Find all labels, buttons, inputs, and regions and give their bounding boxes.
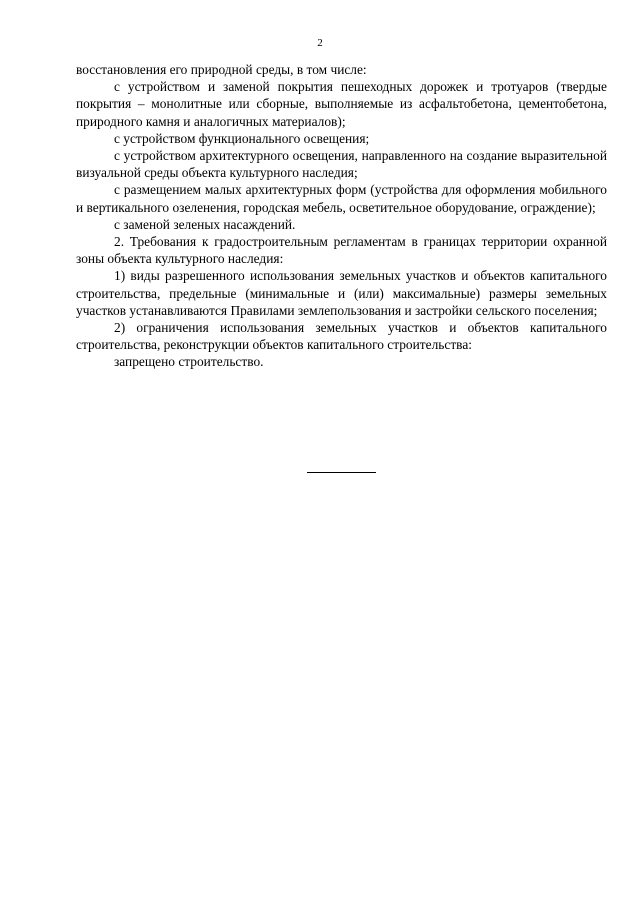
- document-body: [76, 61, 607, 371]
- paragraph-continuation: восстановления его природной среды, в том числе:: [76, 62, 367, 77]
- paragraph-functional-lighting: с устройством функционального освещения;: [114, 130, 370, 146]
- paragraph-pavement: с устройством и заменой покрытия пешеходных дорожек и тротуаров (твердые покрытия – монолитные или сборные, выполняемые из асфальтобетона, цементобетона, природного камня и аналогичных материалов);: [76, 79, 607, 129]
- paragraph-construction-prohibited: запрещено строительство.: [114, 354, 264, 370]
- paragraph-requirements-heading: 2. Требования к градостроительным регламентам в границах территории охранной зоны объекта культурного наследия:: [76, 234, 607, 267]
- paragraph-item-1: 1) виды разрешенного использования земельных участков и объектов капитального строительства, предельные (минимальные и (или) максимальные) размеры земельных участков устанавливаются Правилами землепользования и застройки сельского поселения;: [76, 268, 607, 318]
- paragraph-small-architectural-forms: с размещением малых архитектурных форм (устройства для оформления мобильного и вертикального озеленения, городская мебель, осветительное оборудование, ограждение);: [76, 182, 607, 215]
- paragraph-architectural-lighting: с устройством архитектурного освещения, направленного на создание выразительной визуальной среды объекта культурного наследия;: [76, 148, 607, 181]
- page-number: 2: [317, 37, 323, 49]
- paragraph-green-plantings: с заменой зеленых насаждений.: [114, 216, 296, 232]
- paragraph-item-2: 2) ограничения использования земельных участков и объектов капитального строительства, реконструкции объектов капитального строительства:: [76, 320, 607, 353]
- end-of-text-rule: [307, 472, 376, 473]
